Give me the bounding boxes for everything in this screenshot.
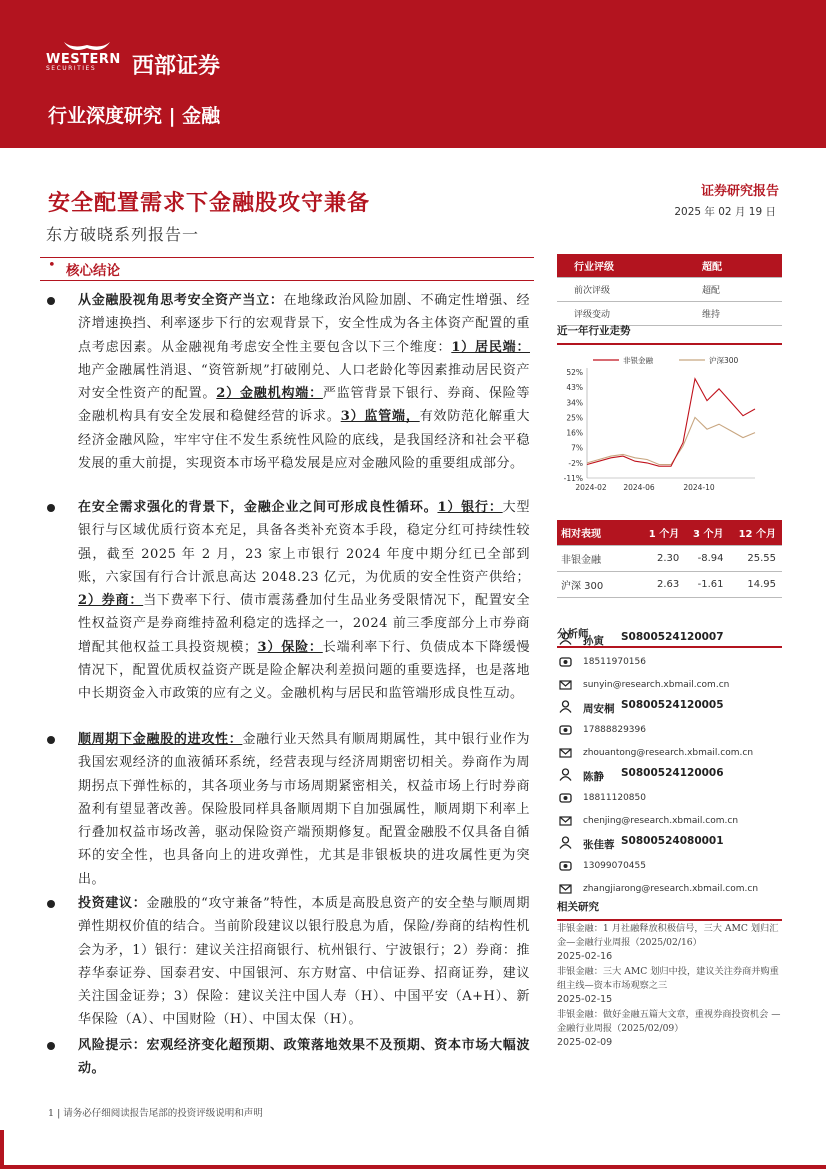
performance-table bbox=[557, 520, 782, 598]
phone-icon bbox=[559, 655, 572, 668]
related-item-date: 2025-02-09 bbox=[557, 1037, 613, 1048]
analyst-phone: 18511970156 bbox=[583, 657, 646, 667]
paragraph-text: 金融股的“攻守兼备”特性，本质是高股息资产的安全垫与顺周期弹性期权价值的结合。当前阶段建议以银行股息为盾，保险/券商的结构性机会为矛，1）银行：建议关注招商银行、杭州银行、宁波银行；2）券商：推荐华泰证券、国泰君安、中国银河、东方财富、中信证券、招商证券，建议关注国金证券；3）保险：建议关注中国人寿（H）、中国平安（A+H）、新华保险（A）、中国财险（H）、中国太保（H）。 bbox=[78, 896, 530, 1028]
report-date: 2025 年 02 月 19 日 bbox=[674, 206, 776, 218]
analyst-email[interactable]: sunyin@research.xbmail.com.cn bbox=[583, 680, 730, 690]
person-icon bbox=[559, 836, 572, 849]
table-cell: -1.61 bbox=[685, 572, 729, 598]
table-cell: -8.94 bbox=[685, 546, 729, 572]
paragraph-lead: 风险提示： bbox=[78, 1038, 147, 1053]
paragraph-virtuous-cycle bbox=[78, 496, 530, 706]
phone-icon bbox=[559, 859, 572, 872]
table-cell: 非银金融 bbox=[557, 546, 641, 572]
report-type-label: 证券研究报告 bbox=[700, 184, 779, 199]
footer-disclaimer: 1 | 请务必仔细阅读报告尾部的投资评级说明和声明 bbox=[48, 1108, 263, 1119]
table-header-cell: 1 个月 bbox=[641, 520, 685, 546]
table-cell: 评级变动 bbox=[557, 302, 685, 326]
phone-icon bbox=[559, 723, 572, 736]
y-tick-label: 16% bbox=[566, 428, 583, 438]
footer-bottom-bar bbox=[0, 1165, 826, 1169]
table-row bbox=[557, 302, 782, 326]
y-tick-label: 25% bbox=[566, 413, 583, 423]
logo-en-subtext: SECURITIES bbox=[46, 65, 97, 72]
related-item-date: 2025-02-16 bbox=[557, 951, 613, 962]
series-line bbox=[587, 379, 755, 467]
table-cell: 维持 bbox=[685, 302, 782, 326]
x-tick-label: 2024-10 bbox=[683, 483, 715, 492]
analyst-cert-number: S0800524120006 bbox=[621, 767, 724, 779]
analyst-name: 孙寅 bbox=[583, 635, 604, 647]
email-icon bbox=[559, 882, 572, 895]
analyst-name: 陈静 bbox=[583, 771, 604, 783]
analyst-name: 周安桐 bbox=[583, 703, 615, 715]
x-tick-label: 2024-06 bbox=[623, 483, 655, 492]
related-item-title[interactable]: 非银金融：1 月社融释放积极信号，三大 AMC 划归汇金—金融行业周报（2025/02/16） bbox=[557, 923, 779, 948]
paragraph-investment-advice bbox=[78, 892, 530, 1032]
email-icon bbox=[559, 814, 572, 827]
y-tick-label: 43% bbox=[566, 383, 583, 393]
rating-table bbox=[557, 254, 782, 326]
related-item-date: 2025-02-15 bbox=[557, 994, 613, 1005]
analyst-phone: 13099070455 bbox=[583, 861, 646, 871]
paragraph-lead: 在安全需求强化的背景下，金融企业之间可形成良性循环。 bbox=[78, 500, 438, 515]
paragraph-text: 地产金融属性消退、“资管新规”打破刚兑、人口老龄化等因素推动居民资产对安全性资产的配置。 bbox=[78, 362, 530, 402]
footer-accent-line bbox=[0, 1130, 4, 1169]
table-header-cell: 超配 bbox=[685, 254, 782, 278]
logo-chinese: 西部证券 bbox=[132, 54, 221, 79]
table-cell: 14.95 bbox=[730, 572, 783, 598]
person-icon bbox=[559, 768, 572, 781]
y-tick-label: -11% bbox=[563, 474, 583, 483]
paragraph-subhead: 2）金融机构端： bbox=[216, 386, 323, 402]
paragraph-procyclical bbox=[78, 728, 530, 891]
related-item[interactable] bbox=[557, 1008, 782, 1050]
email-icon bbox=[559, 746, 572, 759]
paragraph-text: 长端利率下行、负债成本下降缓慢情况下，配置优质权益资产既是险企解决利差损问题的重要选择，也是落地中长期资金入市政策的应有之义。金融机构与居民和监管端形成良性互动。 bbox=[78, 639, 530, 702]
paragraph-lead: 从金融股视角思考安全资产当立： bbox=[78, 293, 284, 308]
analyst-card bbox=[557, 832, 782, 900]
paragraph-risk-warning bbox=[78, 1034, 530, 1081]
table-cell: 25.55 bbox=[730, 546, 783, 572]
paragraph-lead: 投资建议： bbox=[78, 896, 147, 911]
analyst-email[interactable]: zhouantong@research.xbmail.com.cn bbox=[583, 748, 754, 758]
analyst-card bbox=[557, 764, 782, 832]
paragraph-text: 严监管背景下银行、券商、保险等金融机构具有安全发展和稳健经营的诉求。 bbox=[78, 386, 530, 425]
table-header-row bbox=[557, 254, 782, 278]
analyst-cert-number: S0800524120005 bbox=[621, 699, 724, 711]
paragraph-subhead: 1）银行： bbox=[437, 500, 503, 515]
logo-en-text: WESTERN bbox=[46, 52, 121, 67]
y-tick-label: 7% bbox=[571, 443, 583, 453]
paragraph-text: 大型银行与区域优质行资本充足，具备各类补充资本手段，稳定分红可持续性较强，截至 2025 年 2 月，23 家上市银行 2024 年度中期分红已全部到账，六家国有行合计派息高达 2048.23 亿元，为优质的安全性资产供给； bbox=[78, 500, 530, 585]
table-row bbox=[557, 278, 782, 302]
table-header-cell: 相对表现 bbox=[557, 520, 641, 546]
table-header-cell: 12 个月 bbox=[730, 520, 783, 546]
y-tick-label: 52% bbox=[566, 368, 583, 377]
bullet-point bbox=[47, 736, 55, 744]
email-icon bbox=[559, 678, 572, 691]
report-category: 行业深度研究 | 金融 bbox=[48, 105, 221, 127]
analyst-email[interactable]: zhangjiarong@research.xbmail.com.cn bbox=[583, 884, 759, 894]
related-item[interactable] bbox=[557, 922, 782, 964]
bullet-point bbox=[47, 1042, 55, 1050]
table-header-row bbox=[557, 520, 782, 546]
related-research-title: 相关研究 bbox=[557, 899, 782, 921]
table-row bbox=[557, 572, 782, 598]
person-icon bbox=[559, 700, 572, 713]
related-item-title[interactable]: 非银金融：做好金融五篇大文章，重视券商投资机会 —金融行业周报（2025/02/09） bbox=[557, 1009, 781, 1034]
table-row bbox=[557, 546, 782, 572]
paragraph-text: 当下费率下行、债市震荡叠加付生品业务受限情况下，配置安全性权益资产是券商维持盈利稳定的选择之一，2024 前三季度部分上市券商增配其他权益工具投资规模； bbox=[78, 593, 530, 655]
section-bullet: • bbox=[48, 258, 56, 273]
legend-label: 沪深300 bbox=[709, 356, 739, 365]
person-icon bbox=[559, 632, 572, 645]
paragraph-safety-assets bbox=[78, 289, 530, 475]
bullet-point bbox=[47, 504, 55, 512]
paragraph-lead: 顺周期下金融股的进攻性： bbox=[78, 732, 243, 747]
table-header-cell: 行业评级 bbox=[557, 254, 685, 278]
paragraph-subhead: 1）居民端： bbox=[451, 339, 530, 355]
report-title: 安全配置需求下金融股攻守兼备 bbox=[48, 190, 371, 216]
paragraph-text: 金融行业天然具有顺周期属性，其中银行业作为我国宏观经济的血液循环系统，经营表现与经济周期密切相关。券商作为周期拐点下弹性标的，其各项业务与市场周期紧密相关，权益市场上行时券商盈利有望显著改善。保险股同样具备顺周期下自加强属性，顺周期下利率上行叠加权益市场改善，驱动保险资产端预期修复。配置金融股不仅具备自循环的安全性，也具备向上的进攻弹性，尤其是非银板块的进攻属性更为突出。 bbox=[78, 732, 530, 887]
analyst-cert-number: S0800524080001 bbox=[621, 835, 724, 847]
phone-icon bbox=[559, 791, 572, 804]
related-research-list bbox=[557, 922, 782, 1051]
paragraph-subhead: 3）保险： bbox=[257, 639, 323, 655]
trend-chart-title: 近一年行业走势 bbox=[557, 323, 782, 345]
analyst-name: 张佳蓉 bbox=[583, 839, 615, 851]
analyst-phone: 17888829396 bbox=[583, 725, 646, 735]
y-tick-label: 34% bbox=[566, 398, 583, 408]
bullet-point bbox=[47, 297, 55, 305]
table-cell: 前次评级 bbox=[557, 278, 685, 302]
paragraph-subhead: 2）券商： bbox=[78, 593, 144, 609]
x-tick-label: 2024-02 bbox=[575, 483, 607, 492]
logo-english bbox=[46, 52, 128, 72]
table-cell: 沪深 300 bbox=[557, 572, 641, 598]
table-cell: 2.63 bbox=[641, 572, 685, 598]
table-cell: 超配 bbox=[685, 278, 782, 302]
analyst-email[interactable]: chenjing@research.xbmail.com.cn bbox=[583, 816, 739, 826]
paragraph-text: 有效防范化解重大经济金融风险，牢牢守住不发生系统性风险的底线，是我国经济和社会平稳发展的重大前提，实现资本市场平稳发展是应对金融风险的重要组成部分。 bbox=[78, 409, 530, 472]
section-title: 核心结论 bbox=[66, 263, 120, 279]
analyst-card bbox=[557, 696, 782, 764]
y-tick-label: -2% bbox=[568, 458, 583, 468]
table-cell: 2.30 bbox=[641, 546, 685, 572]
paragraph-text: 宏观经济变化超预期、政策落地效果不及预期、资本市场大幅波动。 bbox=[78, 1038, 530, 1077]
analysts-title: 分析师 bbox=[557, 626, 782, 648]
analyst-card bbox=[557, 628, 782, 696]
analyst-cert-number: S0800524120007 bbox=[621, 631, 724, 643]
table-header-cell: 3 个月 bbox=[685, 520, 729, 546]
trend-line-chart bbox=[557, 350, 782, 500]
related-item-title[interactable]: 非银金融：三大 AMC 划归中投，建议关注券商并购重组主线—资本市场观察之三 bbox=[557, 966, 779, 991]
paragraph-text: 在地缘政治风险加剧、不确定性增强、经济增速换挡、利率逐步下行的宏观背景下，安全性成为各主体资产配置的重点考虑因素。从金融视角考虑安全性主要包含以下三个维度： bbox=[78, 293, 530, 355]
legend-label: 非银金融 bbox=[623, 356, 653, 365]
bullet-point bbox=[47, 900, 55, 908]
series-title: 东方破晓系列报告一 bbox=[46, 225, 200, 244]
analyst-phone: 18811120850 bbox=[583, 793, 646, 803]
paragraph-subhead: 3）监管端， bbox=[340, 409, 420, 425]
related-item[interactable] bbox=[557, 965, 782, 1007]
